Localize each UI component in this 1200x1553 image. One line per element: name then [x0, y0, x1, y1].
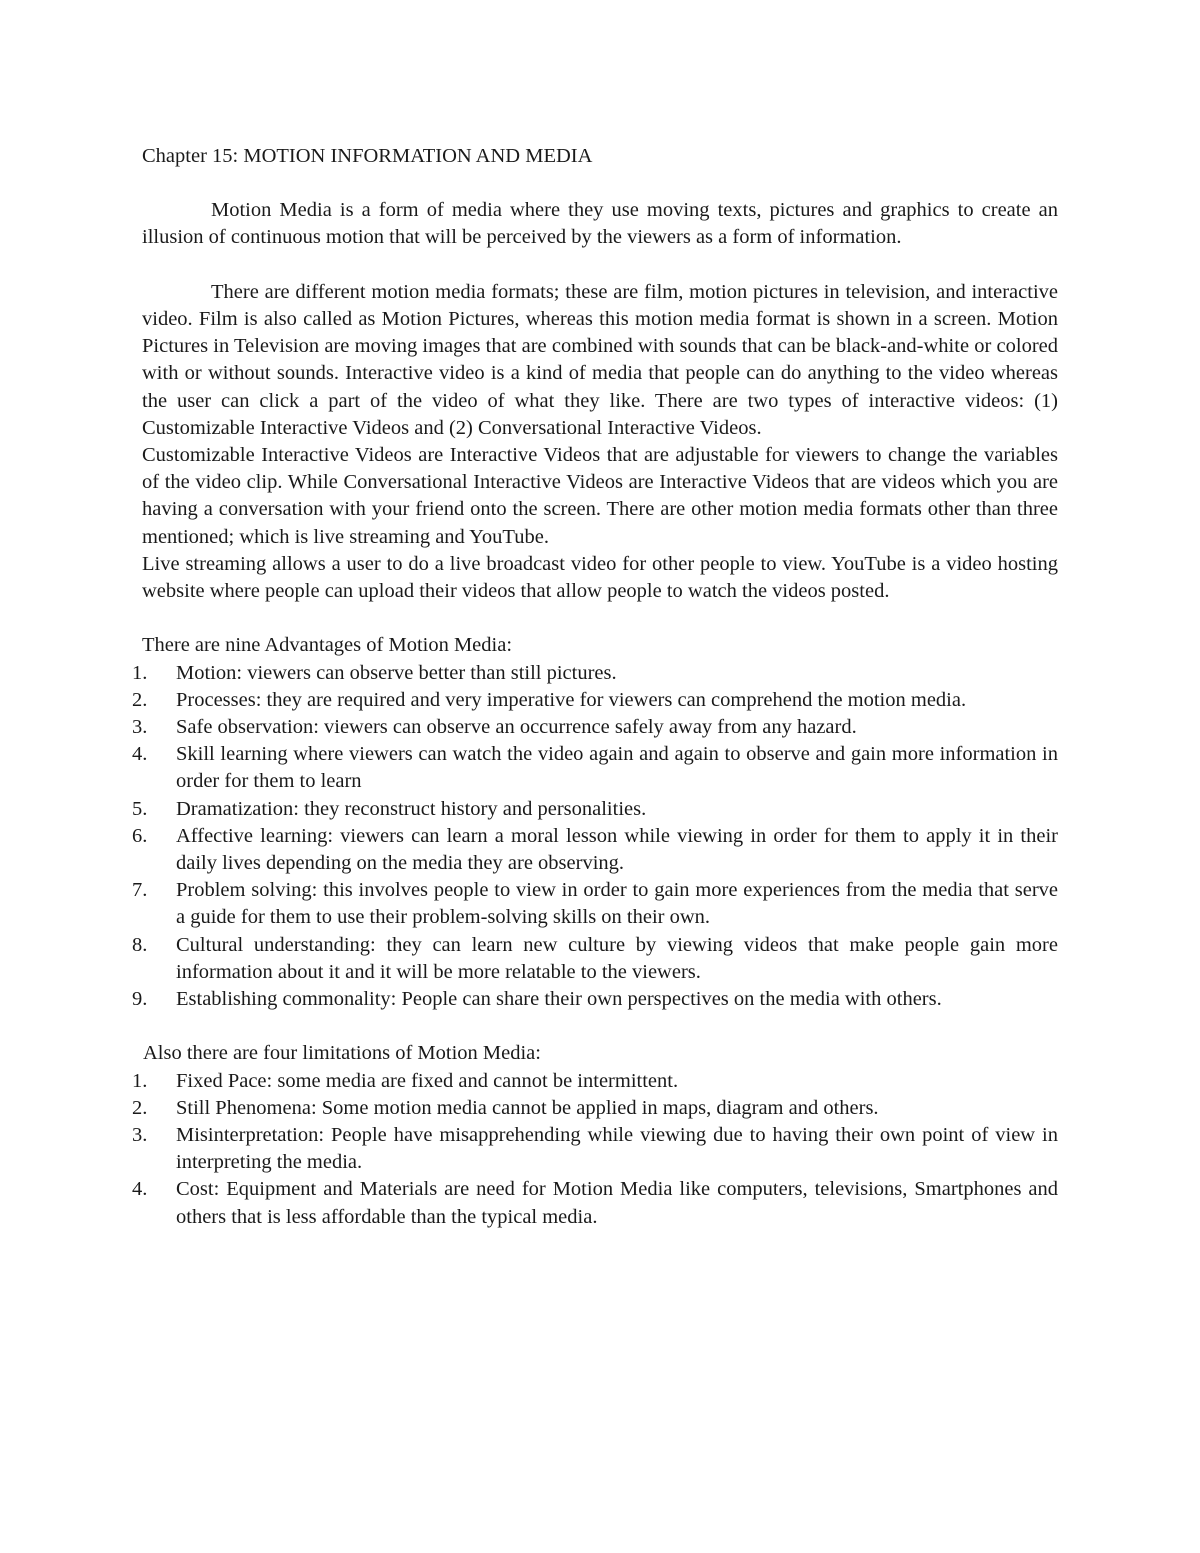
list-item-text: Fixed Pace: some media are fixed and cannot be intermittent. — [176, 1069, 679, 1092]
list-item — [132, 1095, 1058, 1122]
list-item — [132, 932, 1058, 986]
list-number: 1. — [132, 661, 148, 684]
list-item-text: Cost: Equipment and Materials are need for Motion Media like computers, televisions, Smartphones and others that is less affordable than the typical media. — [176, 1178, 1058, 1228]
list-item — [132, 986, 1058, 1013]
list-number: 3. — [132, 1124, 148, 1147]
list-number: 8. — [132, 933, 148, 956]
list-item — [132, 1176, 1058, 1230]
list-number: 2. — [132, 688, 148, 711]
list-number: 2. — [132, 1096, 148, 1119]
list-number: 7. — [132, 879, 148, 902]
document-page — [132, 143, 1058, 1231]
list-item — [132, 1068, 1058, 1095]
list-number: 5. — [132, 797, 148, 820]
list-item — [132, 823, 1058, 877]
paragraph-spacer — [142, 605, 1058, 632]
paragraph-spacer — [142, 1013, 1058, 1040]
streaming-paragraph: Live streaming allows a user to do a live broadcast video for other people to view. YouTube is a video hosting website where people can upload their videos that allow people to watch the videos posted. — [142, 552, 1058, 603]
list-item-text: Processes: they are required and very imperative for viewers can comprehend the motion media. — [176, 688, 967, 711]
list-item-text: Problem solving: this involves people to view in order to gain more experiences from the media that serve a guide for them to use their problem-solving skills on their own. — [176, 879, 1058, 929]
list-number: 6. — [132, 824, 148, 847]
list-item-text: Still Phenomena: Some motion media cannot be applied in maps, diagram and others. — [176, 1096, 879, 1119]
list-item — [132, 1122, 1058, 1176]
list-item-text: Cultural understanding: they can learn new culture by viewing videos that make people gain more information about it and it will be more relatable to the viewers. — [176, 933, 1058, 983]
list-item-text: Motion: viewers can observe better than still pictures. — [176, 661, 617, 684]
list-number: 9. — [132, 988, 148, 1011]
list-item-text: Affective learning: viewers can learn a moral lesson while viewing in order for them to apply it in their daily lives depending on the media they are observing. — [176, 824, 1058, 875]
chapter-title: Chapter 15: MOTION INFORMATION AND MEDIA — [142, 145, 593, 167]
list-item — [132, 877, 1058, 931]
paragraph-spacer — [142, 252, 1058, 279]
intro-paragraph: Motion Media is a form of media where they use moving texts, pictures and graphics to create an illusion of continuous motion that will be perceived by the viewers as a form of information. — [142, 199, 1058, 249]
list-item — [132, 687, 1058, 714]
advantages-intro: There are nine Advantages of Motion Media: — [142, 634, 513, 657]
list-item-text: Dramatization: they reconstruct history and personalities. — [176, 797, 647, 820]
formats-paragraph: There are different motion media formats; these are film, motion pictures in television, and interactive video. Film is also called as Motion Pictures, whereas this motion media format is shown in a screen. Motion Pictures in Television are moving images that are combined with sounds that can be black-and-white or colored with or without sounds. Interactive video is a kind of media that people can do anything to the video whereas the user can click a part of the video of what they like. There are two types of interactive videos: (1) Customizable Interactive Videos and (2) Conversational Interactive Videos. — [142, 280, 1058, 439]
limitations-list — [132, 1068, 1058, 1231]
advantages-list — [132, 660, 1058, 1014]
list-item-text: Establishing commonality: People can share their own perspectives on the media with others. — [176, 988, 942, 1011]
list-number: 4. — [132, 743, 148, 766]
list-item-text: Safe observation: viewers can observe an occurrence safely away from any hazard. — [176, 716, 857, 739]
list-number: 1. — [132, 1069, 148, 1092]
list-number: 4. — [132, 1178, 148, 1201]
list-item — [132, 714, 1058, 741]
list-item — [132, 741, 1058, 795]
list-item-text: Skill learning where viewers can watch the video again and again to observe and gain more information in order for them to learn — [176, 743, 1058, 793]
limitations-intro: Also there are four limitations of Motion Media: — [143, 1042, 541, 1065]
list-number: 3. — [132, 716, 148, 739]
list-item — [132, 660, 1058, 687]
interactive-videos-paragraph: Customizable Interactive Videos are Interactive Videos that are adjustable for viewers to change the variables of the video clip. While Conversational Interactive Videos are Interactive Videos that are videos which you are having a conversation with your friend onto the screen. There are other motion media formats other than three mentioned; which is live streaming and YouTube. — [142, 444, 1058, 548]
list-item-text: Misinterpretation: People have misapprehending while viewing due to having their own point of view in interpreting the media. — [176, 1124, 1058, 1174]
list-item — [132, 796, 1058, 823]
